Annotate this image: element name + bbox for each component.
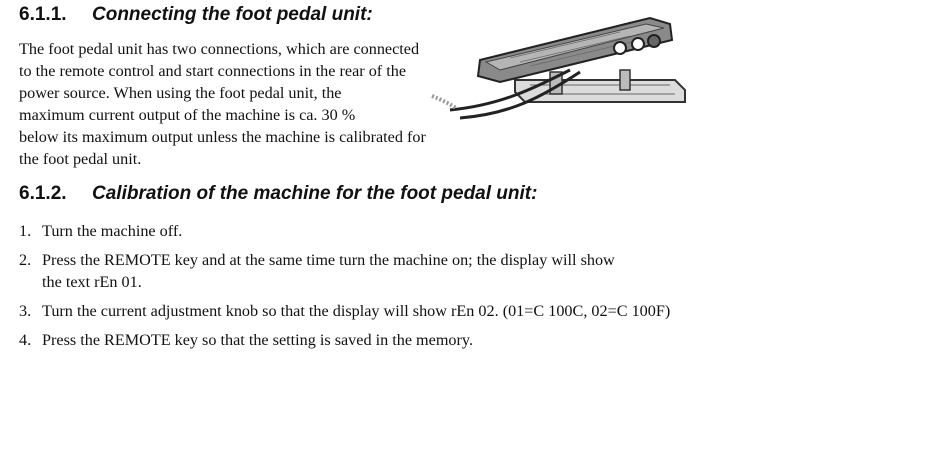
list-item: [19, 220, 919, 242]
step-text-continued: the text rEn 01.: [42, 273, 142, 291]
list-item: [19, 329, 919, 351]
step-text: Press the REMOTE key so that the setting is saved in the memory.: [42, 331, 473, 349]
step-index: 1.: [19, 222, 32, 240]
list-item: [19, 249, 919, 293]
step-text: Turn the current adjustment knob so that the display will show rEn 02. (01=C 100C, 02=C 100F): [42, 302, 671, 320]
step-index: 4.: [19, 331, 32, 349]
connection-paragraph: [19, 38, 539, 170]
section-title: Connecting the foot pedal unit:: [92, 4, 373, 25]
calibration-steps: [19, 220, 919, 358]
step-text: Turn the machine off.: [42, 222, 183, 240]
list-item: [19, 300, 919, 322]
step-index: 3.: [19, 302, 32, 320]
paragraph-line: The foot pedal unit has two connections, which are connected: [19, 40, 420, 58]
paragraph-line: maximum current output of the machine is ca. 30 %: [19, 106, 356, 124]
section-number: 6.1.2.: [19, 183, 67, 204]
section-title: Calibration of the machine for the foot pedal unit:: [92, 183, 538, 204]
paragraph-line: the foot pedal unit.: [19, 150, 142, 168]
section-heading-connecting: [19, 4, 373, 26]
paragraph-line: power source. When using the foot pedal unit, the: [19, 84, 342, 102]
paragraph-line: to the remote control and start connections in the rear of the: [19, 62, 407, 80]
section-number: 6.1.1.: [19, 4, 67, 25]
paragraph-line: below its maximum output unless the machine is calibrated for: [19, 128, 426, 146]
section-heading-calibration: [19, 183, 537, 205]
step-index: 2.: [19, 251, 32, 269]
step-text: Press the REMOTE key and at the same time turn the machine on; the display will show: [42, 251, 615, 269]
